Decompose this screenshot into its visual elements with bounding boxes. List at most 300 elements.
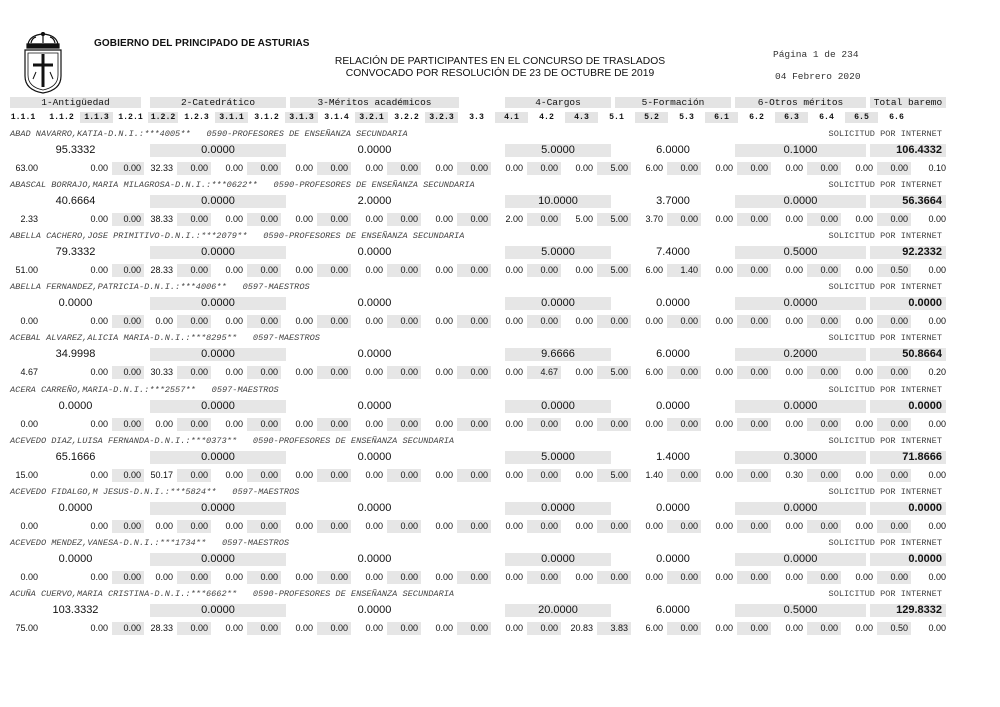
- participant-header: [10, 538, 289, 548]
- group-total-value: 0.0000: [735, 195, 866, 208]
- score-cell: 0.00: [457, 264, 491, 277]
- score-cell: 28.33: [150, 622, 173, 633]
- total-baremo-value: 50.8664: [870, 348, 946, 361]
- application-type: SOLICITUD POR INTERNET: [828, 588, 942, 599]
- group-total-value: 0.0000: [58, 501, 93, 514]
- score-cell: 0.00: [667, 469, 701, 482]
- participant-header: [10, 282, 310, 292]
- score-cell: 0.00: [505, 367, 523, 378]
- score-cell: 0.00: [112, 622, 144, 635]
- group-total-value: 0.0000: [150, 400, 286, 413]
- score-cell: 0.00: [387, 162, 421, 175]
- participant-header: [10, 487, 299, 497]
- score-cell: 0.00: [177, 213, 211, 226]
- group-header: 2-Catedrático: [150, 97, 286, 108]
- group-total-value: 6.0000: [656, 603, 690, 616]
- participant-header: [10, 385, 279, 395]
- score-cell: 0.00: [807, 622, 841, 635]
- score-cell: 0.00: [90, 214, 108, 225]
- score-cell: 0.00: [785, 163, 803, 173]
- subheader-cell: 6.4: [819, 113, 834, 122]
- score-cell: 0.00: [667, 315, 701, 328]
- score-cell: 0.00: [90, 265, 108, 276]
- score-cell: 0.00: [177, 162, 211, 175]
- participant-speciality: 0590-PROFESORES DE ENSEÑANZA SECUNDARIA: [206, 129, 408, 139]
- group-total-value: 0.0000: [505, 400, 611, 413]
- group-header: 3-Méritos académicos: [290, 97, 459, 108]
- subheader-cell: 5.2: [635, 112, 668, 123]
- group-total-value: 20.0000: [505, 604, 611, 617]
- participant-name: ABELLA CACHERO,JOSE PRIMITIVO: [10, 231, 160, 242]
- score-cell: 0.00: [737, 418, 771, 431]
- score-cell: 0.00: [225, 265, 243, 276]
- score-cell: 0.00: [177, 366, 211, 379]
- score-cell: 0.00: [365, 571, 383, 582]
- score-cell: 0.00: [645, 316, 663, 327]
- score-cell: 0.00: [575, 265, 593, 276]
- score-cell: 0.00: [295, 622, 313, 633]
- group-total-value: 79.3332: [55, 246, 96, 259]
- score-cell: 0.00: [597, 520, 631, 533]
- score-cell: 0.00: [597, 571, 631, 584]
- score-cell: 0.00: [597, 315, 631, 328]
- score-cell: 0.00: [90, 163, 108, 173]
- score-cell: 0.00: [575, 163, 593, 173]
- score-cell: 0.00: [90, 520, 108, 531]
- score-cell: 5.00: [597, 264, 631, 277]
- group-total-value: 0.2000: [735, 348, 866, 361]
- subheader-cell: 3.1.4: [324, 113, 349, 122]
- score-cell: 0.00: [112, 366, 144, 379]
- score-cell: 0.00: [365, 367, 383, 378]
- score-cell: 2.33: [20, 214, 38, 225]
- score-cell: 0.00: [247, 162, 281, 175]
- score-cell: 0.00: [505, 520, 523, 531]
- score-cell: 0.00: [365, 316, 383, 327]
- group-total-value: 0.0000: [357, 450, 392, 463]
- score-cell: 0.00: [505, 265, 523, 276]
- participant-record: [0, 180, 1000, 231]
- total-baremo-value: 71.8666: [870, 451, 946, 464]
- score-cell: 0.00: [737, 520, 771, 533]
- score-cell: 0.00: [225, 163, 243, 173]
- participant-record: [0, 385, 1000, 436]
- score-cell: 4.67: [527, 366, 561, 379]
- group-total-value: 0.0000: [58, 297, 93, 310]
- score-cell: 0.00: [737, 571, 771, 584]
- group-total-value: 7.4000: [656, 246, 690, 259]
- score-cell: 0.00: [247, 571, 281, 584]
- score-cell: 0.00: [295, 214, 313, 225]
- participant-record: [0, 129, 1000, 180]
- score-cell: 0.00: [855, 469, 873, 480]
- application-type: SOLICITUD POR INTERNET: [828, 129, 942, 139]
- score-cell: 0.00: [715, 571, 733, 582]
- participant-dni: -D.N.I.:***4006**: [138, 282, 227, 293]
- score-cell: 0.00: [807, 162, 841, 175]
- participant-name: ACEBAL ALVAREZ,ALICIA MARIA: [10, 333, 150, 344]
- score-cell: 0.00: [807, 469, 841, 482]
- score-cell: 0.00: [20, 418, 38, 429]
- score-cell: 0.00: [112, 315, 144, 328]
- score-cell: 0.00: [435, 469, 453, 480]
- score-cell: 0.00: [177, 571, 211, 584]
- group-total-value: 6.0000: [656, 348, 690, 361]
- score-cell: 0.00: [387, 622, 421, 635]
- score-cell: 0.00: [247, 418, 281, 431]
- group-header: Total baremo: [870, 97, 946, 108]
- score-cell: 0.00: [575, 418, 593, 429]
- group-total-value: 0.0000: [656, 501, 690, 514]
- score-cell: 0.00: [855, 265, 873, 276]
- subheader-cell: 6.3: [775, 112, 808, 123]
- group-total-value: 0.0000: [357, 297, 392, 310]
- score-cell: 63.00: [15, 163, 38, 173]
- group-total-value: 0.0000: [656, 399, 690, 412]
- score-cell: 0.00: [387, 520, 421, 533]
- score-cell: 0.00: [90, 418, 108, 429]
- participant-record: [0, 487, 1000, 538]
- score-cell: 0.00: [527, 469, 561, 482]
- score-cell: 0.00: [317, 418, 351, 431]
- score-cell: 0.00: [928, 265, 946, 276]
- participant-name: ACEVEDO MENDEZ,VANESA: [10, 537, 119, 548]
- score-cell: 0.00: [295, 418, 313, 429]
- application-type: SOLICITUD POR INTERNET: [828, 486, 942, 497]
- score-cell: 1.40: [667, 264, 701, 277]
- score-cell: 0.00: [928, 469, 946, 480]
- subheader-cell: 5.3: [679, 113, 694, 122]
- group-total-value: 0.0000: [150, 451, 286, 464]
- score-cell: 0.00: [225, 214, 243, 225]
- score-cell: 0.00: [247, 366, 281, 379]
- participant-name: ACUÑA CUERVO,MARIA CRISTINA: [10, 588, 150, 599]
- score-cell: 0.00: [90, 316, 108, 327]
- score-cell: 0.00: [785, 265, 803, 276]
- score-cell: 0.00: [295, 469, 313, 480]
- score-cell: 0.00: [20, 520, 38, 531]
- score-cell: 0.00: [505, 469, 523, 480]
- score-cell: 0.00: [295, 316, 313, 327]
- score-cell: 0.00: [155, 418, 173, 429]
- score-cell: 0.00: [715, 265, 733, 276]
- score-cell: 0.00: [667, 213, 701, 226]
- participant-header: [10, 180, 475, 190]
- score-cell: 0.00: [225, 469, 243, 480]
- group-header: 1-Antigüedad: [10, 97, 141, 108]
- score-cell: 5.00: [575, 214, 593, 225]
- group-total-value: 0.0000: [735, 553, 866, 566]
- group-total-value: 0.0000: [505, 502, 611, 515]
- score-cell: 0.00: [877, 469, 911, 482]
- group-total-value: 0.0000: [357, 552, 392, 565]
- score-cell: 0.00: [317, 315, 351, 328]
- asturias-crest-logo: [22, 32, 64, 94]
- score-cell: 0.00: [715, 367, 733, 378]
- score-cell: 0.00: [807, 520, 841, 533]
- score-cell: 0.00: [387, 213, 421, 226]
- participant-dni: -D.N.I.:***8295**: [149, 333, 237, 344]
- score-cell: 0.00: [365, 214, 383, 225]
- group-total-value: 65.1666: [55, 450, 96, 463]
- score-cell: 0.00: [387, 571, 421, 584]
- score-cell: 0.00: [90, 571, 108, 582]
- score-cell: 0.00: [317, 520, 351, 533]
- group-total-value: 0.0000: [505, 297, 611, 310]
- score-cell: 0.00: [225, 571, 243, 582]
- group-total-value: 0.0000: [150, 348, 286, 361]
- participant-name: ABAD NAVARRO,KATIA: [10, 129, 103, 139]
- score-cell: 0.00: [855, 571, 873, 582]
- group-total-value: 1.4000: [656, 450, 690, 463]
- subheader-cell: 6.2: [749, 113, 764, 122]
- score-cell: 0.00: [527, 520, 561, 533]
- score-cell: 32.33: [150, 163, 173, 173]
- score-cell: 0.00: [295, 571, 313, 582]
- score-cell: 0.50: [877, 622, 911, 635]
- score-cell: 4.67: [20, 367, 38, 378]
- participant-record: [0, 333, 1000, 384]
- score-cell: 0.00: [225, 520, 243, 531]
- group-header-row: [0, 97, 1000, 109]
- score-cell: 0.00: [877, 315, 911, 328]
- score-cell: 0.00: [855, 622, 873, 633]
- score-cell: 0.00: [112, 213, 144, 226]
- group-total-value: 0.0000: [735, 297, 866, 310]
- group-header: 4-Cargos: [505, 97, 611, 108]
- score-cell: 0.00: [737, 366, 771, 379]
- group-total-value: 0.0000: [357, 246, 392, 259]
- group-total-value: 0.0000: [150, 246, 286, 259]
- total-baremo-value: 56.3664: [870, 195, 946, 208]
- score-cell: 0.00: [575, 367, 593, 378]
- score-cell: 0.00: [457, 213, 491, 226]
- group-total-value: 5.0000: [505, 451, 611, 464]
- score-cell: 0.00: [317, 571, 351, 584]
- score-cell: 0.00: [435, 622, 453, 633]
- subheader-cell: 1.1.2: [49, 113, 74, 122]
- score-cell: 0.00: [715, 214, 733, 225]
- score-cell: 51.00: [15, 265, 38, 276]
- subheader-cell: 3.2.1: [355, 112, 388, 123]
- score-cell: 0.00: [785, 367, 803, 378]
- group-total-value: 0.0000: [357, 603, 392, 616]
- subheader-cell: 1.2.3: [184, 113, 209, 122]
- group-total-value: 6.0000: [656, 144, 690, 156]
- report-title-line1: RELACIÓN DE PARTICIPANTES EN EL CONCURSO DE TRASLADOS: [334, 56, 666, 67]
- total-baremo-value: 92.2332: [870, 246, 946, 259]
- score-cell: 0.00: [435, 367, 453, 378]
- score-cell: 0.00: [597, 418, 631, 431]
- score-cell: 0.00: [928, 214, 946, 225]
- score-cell: 0.00: [877, 571, 911, 584]
- score-cell: 0.00: [177, 520, 211, 533]
- participant-record: [0, 282, 1000, 333]
- group-total-value: 0.0000: [150, 195, 286, 208]
- score-cell: 0.00: [112, 520, 144, 533]
- score-cell: 0.00: [527, 622, 561, 635]
- subheader-cell: 4.1: [495, 112, 528, 123]
- application-type: SOLICITUD POR INTERNET: [828, 384, 942, 395]
- score-cell: 0.00: [737, 315, 771, 328]
- score-cell: 3.83: [597, 622, 631, 635]
- score-cell: 0.00: [247, 622, 281, 635]
- score-cell: 0.00: [877, 366, 911, 379]
- score-cell: 0.00: [177, 315, 211, 328]
- score-cell: 75.00: [15, 622, 38, 633]
- score-cell: 0.00: [715, 316, 733, 327]
- score-cell: 0.00: [435, 520, 453, 531]
- score-cell: 0.00: [855, 316, 873, 327]
- group-total-value: 0.0000: [150, 604, 286, 617]
- score-cell: 0.00: [435, 214, 453, 225]
- score-cell: 0.00: [457, 571, 491, 584]
- score-cell: 0.00: [112, 469, 144, 482]
- participant-dni: -D.N.I.:***2079**: [159, 231, 248, 242]
- score-cell: 0.00: [785, 571, 803, 582]
- score-cell: 0.00: [807, 366, 841, 379]
- score-cell: 0.00: [645, 571, 663, 582]
- participant-header: [10, 231, 464, 241]
- score-cell: 0.00: [807, 213, 841, 226]
- score-cell: 0.00: [177, 418, 211, 431]
- group-total-value: 2.0000: [357, 195, 392, 208]
- score-cell: 0.50: [877, 264, 911, 277]
- subheader-cell: 3.3: [469, 113, 484, 122]
- score-cell: 0.00: [112, 162, 144, 175]
- score-cell: 0.00: [855, 163, 873, 173]
- subheader-cell: 6.5: [845, 112, 878, 123]
- score-cell: 0.00: [387, 315, 421, 328]
- score-cell: 0.00: [317, 264, 351, 277]
- score-cell: 0.00: [225, 316, 243, 327]
- participant-record: [0, 538, 1000, 589]
- group-total-value: 3.7000: [656, 195, 690, 208]
- score-cell: 0.00: [855, 520, 873, 531]
- participant-record: [0, 231, 1000, 282]
- participant-dni: -D.N.I.:***4005**: [102, 129, 191, 139]
- group-total-value: 0.0000: [735, 502, 866, 515]
- report-date: 04 Febrero 2020: [775, 71, 861, 82]
- participant-speciality: 0590-PROFESORES DE ENSEÑANZA SECUNDARIA: [263, 231, 465, 242]
- score-cell: 0.00: [225, 367, 243, 378]
- score-cell: 0.00: [317, 469, 351, 482]
- score-cell: 0.00: [785, 520, 803, 531]
- score-cell: 0.00: [785, 418, 803, 429]
- group-total-value: 0.0000: [735, 400, 866, 413]
- subheader-cell: 1.2.1: [118, 113, 143, 122]
- group-total-value: 95.3332: [55, 144, 96, 156]
- subheader-cell: 3.1.2: [254, 113, 279, 122]
- score-cell: 0.00: [112, 571, 144, 584]
- score-cell: 0.00: [785, 316, 803, 327]
- score-cell: 0.00: [247, 520, 281, 533]
- score-cell: 30.33: [150, 367, 173, 378]
- score-cell: 0.00: [527, 162, 561, 175]
- score-cell: 0.00: [225, 622, 243, 633]
- score-cell: 5.00: [597, 162, 631, 175]
- score-cell: 0.00: [155, 316, 173, 327]
- score-cell: 0.00: [317, 213, 351, 226]
- score-cell: 0.00: [435, 571, 453, 582]
- score-cell: 0.00: [155, 520, 173, 531]
- participant-speciality: 0597-MAESTROS: [242, 282, 310, 293]
- score-cell: 0.00: [247, 315, 281, 328]
- score-cell: 0.00: [295, 163, 313, 173]
- score-cell: 0.00: [855, 214, 873, 225]
- group-total-value: 0.3000: [735, 451, 866, 464]
- score-cell: 0.00: [20, 316, 38, 327]
- group-total-value: 0.0000: [357, 399, 392, 412]
- group-total-value: 10.0000: [505, 195, 611, 208]
- score-cell: 5.00: [597, 213, 631, 226]
- score-cell: 5.00: [597, 366, 631, 379]
- score-cell: 0.00: [527, 315, 561, 328]
- subheader-cell: 1.1.3: [80, 112, 113, 123]
- score-cell: 0.00: [877, 162, 911, 175]
- score-cell: 0.00: [715, 520, 733, 531]
- score-cell: 0.00: [365, 520, 383, 531]
- total-baremo-value: 0.0000: [870, 297, 946, 310]
- score-cell: 20.83: [570, 622, 593, 633]
- score-cell: 0.30: [785, 469, 803, 480]
- score-cell: 0.00: [715, 622, 733, 633]
- group-total-value: 0.0000: [357, 348, 392, 361]
- government-name: GOBIERNO DEL PRINCIPADO DE ASTURIAS: [94, 38, 310, 49]
- score-cell: 0.00: [457, 418, 491, 431]
- score-cell: 0.00: [365, 163, 383, 173]
- score-cell: 0.00: [877, 520, 911, 533]
- score-cell: 0.00: [317, 366, 351, 379]
- participant-dni: -D.N.I.:***0373**: [149, 435, 237, 446]
- score-cell: 0.00: [435, 265, 453, 276]
- group-total-value: 0.0000: [150, 297, 286, 310]
- score-cell: 0.00: [247, 469, 281, 482]
- score-cell: 0.00: [295, 367, 313, 378]
- score-cell: 0.00: [225, 418, 243, 429]
- application-type: SOLICITUD POR INTERNET: [828, 333, 942, 344]
- score-cell: 0.00: [928, 316, 946, 327]
- participant-name: ABASCAL BORRAJO,MARIA MILAGROSA: [10, 180, 170, 191]
- group-total-value: 0.0000: [58, 552, 93, 565]
- score-cell: 0.00: [877, 418, 911, 431]
- group-total-value: 0.0000: [656, 297, 690, 310]
- score-cell: 0.00: [365, 469, 383, 480]
- score-cell: 0.00: [737, 213, 771, 226]
- score-cell: 0.00: [435, 418, 453, 429]
- application-type: SOLICITUD POR INTERNET: [828, 180, 942, 191]
- subheader-cell: 6.1: [705, 112, 738, 123]
- score-cell: 0.00: [505, 571, 523, 582]
- score-cell: 0.00: [90, 469, 108, 480]
- score-cell: 0.00: [247, 213, 281, 226]
- score-cell: 0.00: [645, 520, 663, 531]
- score-cell: 6.00: [645, 622, 663, 633]
- subheader-cell: 3.2.2: [394, 113, 419, 122]
- score-cell: 0.10: [928, 163, 946, 173]
- score-cell: 0.00: [365, 418, 383, 429]
- score-cell: 0.00: [667, 622, 701, 635]
- group-total-value: 0.1000: [735, 144, 866, 157]
- score-cell: 0.00: [928, 571, 946, 582]
- score-cell: 0.00: [457, 162, 491, 175]
- score-cell: 0.00: [505, 418, 523, 429]
- score-cell: 0.00: [527, 418, 561, 431]
- total-baremo-value: 0.0000: [870, 553, 946, 566]
- score-cell: 0.00: [295, 520, 313, 531]
- application-type: SOLICITUD POR INTERNET: [828, 282, 942, 293]
- application-type: SOLICITUD POR INTERNET: [828, 435, 942, 446]
